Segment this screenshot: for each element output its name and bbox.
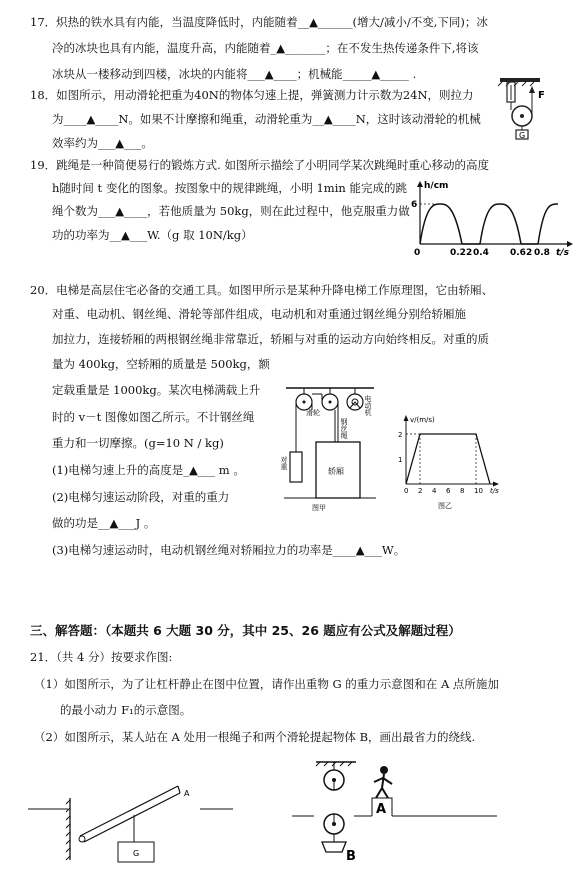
q18-pulley-figure bbox=[498, 76, 558, 140]
q20-line-1: 20．电梯是高层住宅必备的交通工具。如图甲所示是某种升降电梯工作原理图，它由轿厢、 bbox=[30, 283, 494, 297]
q18-label-g: G bbox=[519, 131, 526, 140]
q19-graph-xtick-4: 0.8 bbox=[534, 248, 550, 258]
q20-vt-ytick-1: 1 bbox=[398, 456, 403, 464]
q20-part-1: (1)电梯匀速上升的高度是_▲___ m 。 bbox=[52, 463, 245, 477]
q21-heading: 21．（共 4 分）按要求作图: bbox=[30, 650, 173, 664]
q20-caption-b: 图乙 bbox=[438, 502, 452, 510]
q21-part-1b: 的最小动力 F₁的示意图。 bbox=[60, 703, 192, 717]
q19-jump-graph bbox=[410, 178, 576, 258]
q20-vt-xlabel: t/s bbox=[490, 487, 499, 495]
q19-line-1: 19．跳绳是一种简便易行的锻炼方式. 如图所示描绘了小明同学某次跳绳时重心移动的高度 bbox=[30, 158, 489, 172]
q21-lever-label-a: A bbox=[184, 789, 190, 798]
q20-vt-xtick-0: 0 bbox=[404, 487, 409, 495]
q21-part-2: （2）如图所示，某人站在 A 处用一根绳子和两个滑轮提起物体 B，画出最省力的绕线. bbox=[34, 730, 476, 744]
q20-part-3: (3)电梯匀速运动时，电动机钢丝绳对轿厢拉力的功率是____▲___W。 bbox=[52, 543, 406, 557]
q20-line-2: 对重、电动机、钢丝绳、滑轮等部件组成，电动机和对重通过钢丝绳分别给轿厢施 bbox=[52, 307, 466, 321]
q20-caption-a: 图甲 bbox=[312, 504, 326, 512]
q19-graph-xtick-3: 0.62 bbox=[510, 248, 533, 258]
q21-lever-label-g: G bbox=[133, 849, 140, 858]
q20-vt-xtick-4: 4 bbox=[432, 487, 437, 495]
q20-vt-xtick-10: 10 bbox=[474, 487, 483, 495]
q19-graph-ylabel: h/cm bbox=[424, 181, 449, 191]
q18-label-f: F bbox=[538, 90, 545, 101]
q19-graph-ytick: 6 bbox=[411, 200, 418, 210]
q20-line-7: 重力和一切摩擦。(g=10 N / kg) bbox=[52, 436, 224, 450]
q21-pulley-label-b: B bbox=[346, 849, 356, 864]
q18-line-2: 为____▲____N。如果不计摩擦和绳重，动滑轮重为__▲____N，这时该动滑轮的机械 bbox=[52, 112, 481, 126]
q19-graph-xlabel: t/s bbox=[556, 248, 569, 258]
q20-line-4: 量为 400kg，空轿厢的质量是 500kg，额 bbox=[52, 357, 270, 371]
q20-line-5: 定载重量是 1000kg。某次电梯满载上升 bbox=[52, 383, 261, 397]
q21-pulley-label-a: A bbox=[376, 802, 387, 817]
q20-label-rope: 钢丝绳 bbox=[340, 418, 348, 439]
q20-vt-ylabel: v/(m/s) bbox=[410, 416, 435, 424]
q21-part-1a: （1）如图所示，为了让杠杆静止在图中位置，请作出重物 G 的重力示意图和在 A 点所施加 bbox=[34, 677, 499, 691]
q20-part-2b: 做的功是__▲___J 。 bbox=[52, 516, 156, 530]
q20-vt-xtick-8: 8 bbox=[460, 487, 465, 495]
q17-line-2: 冷的冰块也具有内能，温度升高，内能随着_▲_______；在不发生热传递条件下,将该 bbox=[52, 41, 479, 55]
q18-line-1: 18．如图所示，用动滑轮把重为40N的物体匀速上提，弹簧测力计示数为24N，则拉力 bbox=[30, 88, 474, 102]
q20-label-motor: 电动机 bbox=[364, 395, 372, 416]
q19-line-3: 绳个数为___▲____，若他质量为 50kg，则在此过程中，他克服重力做 bbox=[52, 204, 410, 218]
q21-pulley-figure bbox=[292, 758, 497, 866]
q19-graph-xtick-1: 0.22 bbox=[450, 248, 473, 258]
q20-line-3: 加拉力，连接轿厢的两根钢丝绳非常靠近，轿厢与对重的运动方向始终相反。对重的质 bbox=[52, 332, 489, 346]
q20-part-2a: (2)电梯匀速运动阶段，对重的重力 bbox=[52, 490, 230, 504]
q20-label-pulley: 滑轮 bbox=[306, 409, 320, 417]
section-3-title: 三、解答题：（本题共 6 大题 30 分，其中 25、26 题应有公式及解题过程） bbox=[30, 623, 461, 638]
q19-graph-xtick-2: 0.4 bbox=[473, 248, 489, 258]
q20-vt-graph bbox=[392, 412, 504, 512]
q20-vt-ytick-2: 2 bbox=[398, 431, 403, 439]
q19-graph-xtick-0: 0 bbox=[414, 248, 421, 258]
q20-line-6: 时的 v－t 图像如图乙所示。不计钢丝绳 bbox=[52, 410, 255, 424]
q20-label-counterweight: 对重 bbox=[280, 456, 288, 470]
q21-lever-figure bbox=[28, 770, 233, 865]
q19-line-4: 功的功率为__▲___W.（g 取 10N/kg） bbox=[52, 228, 253, 242]
q17-line-1: 17．炽热的铁水具有内能，当温度降低时，内能随着__▲______(增大/减小/不变,下同)；冰 bbox=[30, 15, 488, 29]
q20-vt-xtick-6: 6 bbox=[446, 487, 451, 495]
q18-line-3: 效率约为___▲___。 bbox=[52, 136, 153, 150]
q19-line-2: h随时间 t 变化的图象。按图象中的规律跳绳，小明 1min 能完成的跳 bbox=[52, 181, 407, 195]
q20-elevator-diagram bbox=[280, 386, 380, 514]
q20-label-car: 轿厢 bbox=[328, 467, 344, 476]
q17-line-3: 冰块从一楼移动到四楼，冰块的内能将___▲____；机械能_____▲_____ . bbox=[52, 67, 417, 81]
q20-vt-xtick-2: 2 bbox=[418, 487, 423, 495]
